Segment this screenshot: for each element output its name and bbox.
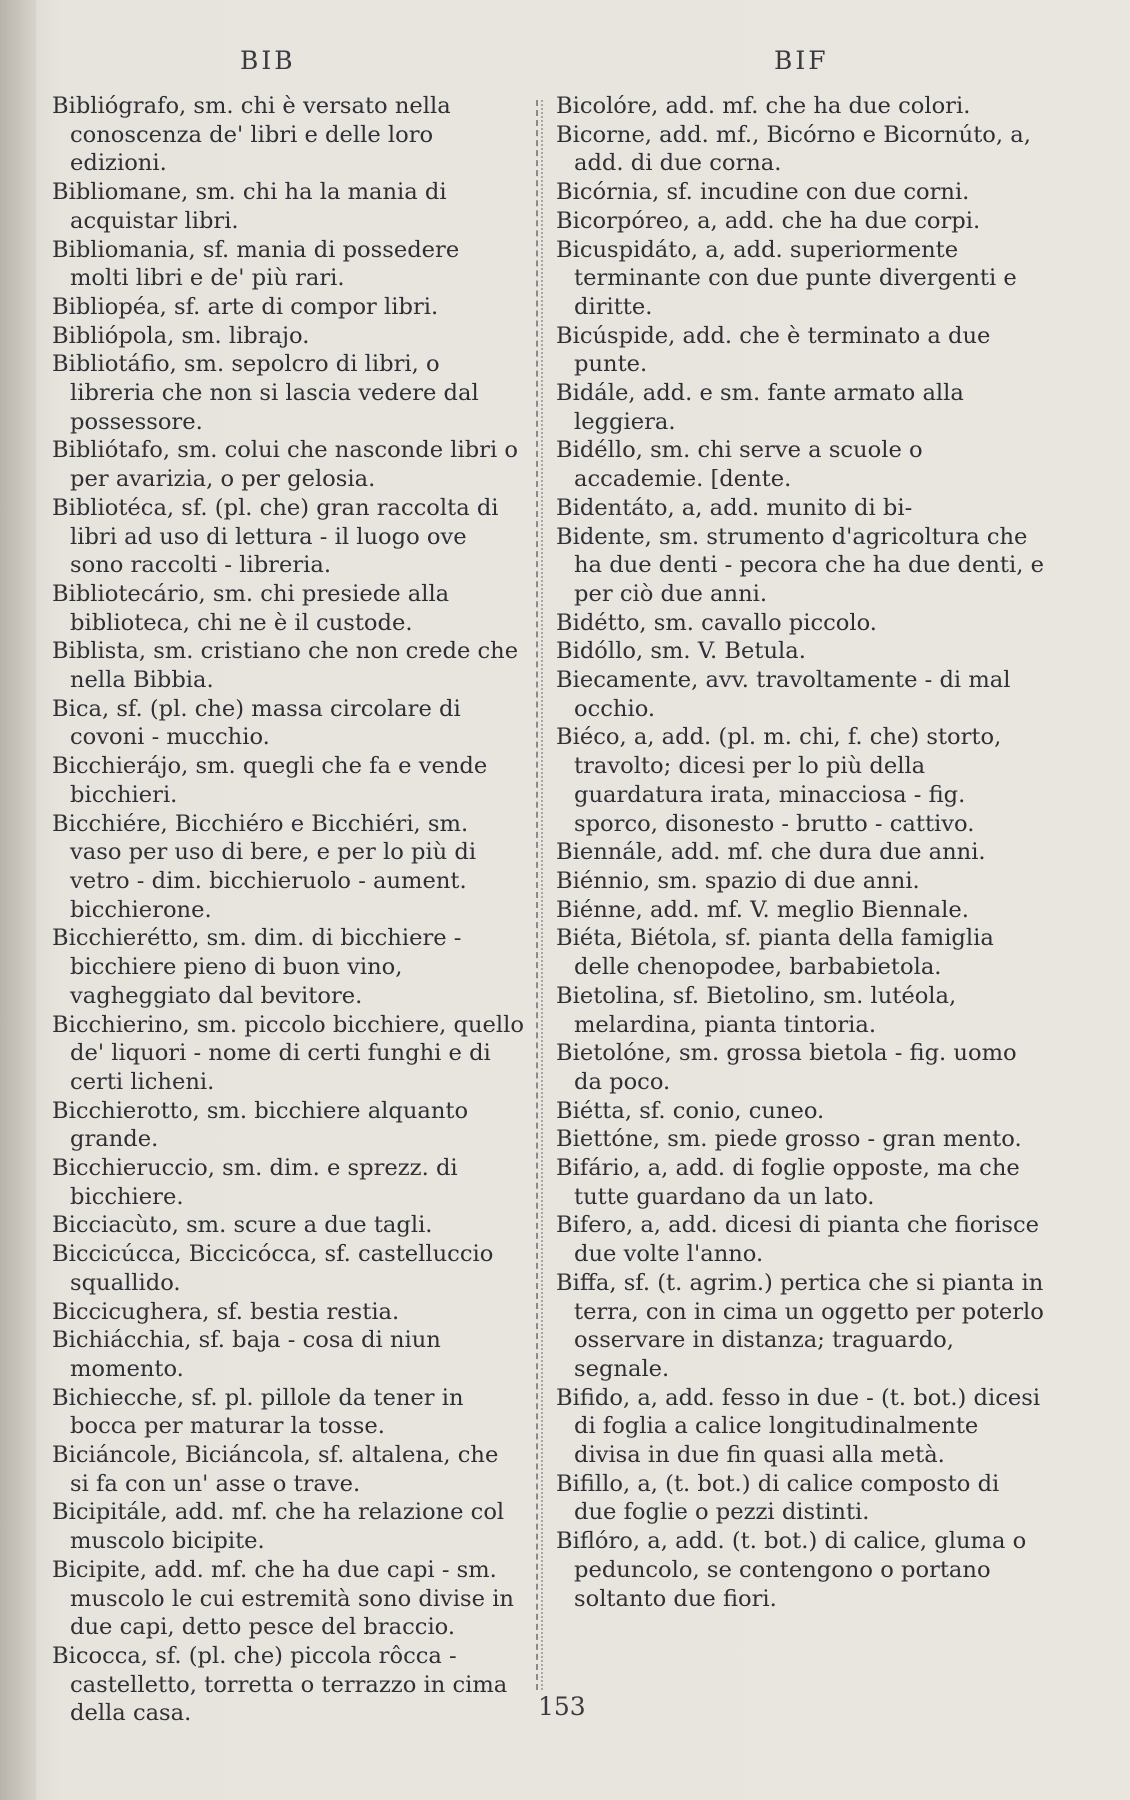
dictionary-entry: Bica, sf. (pl. che) massa circolare di covoni - mucchio. <box>52 695 461 751</box>
dictionary-entry: Bidétto, sm. cavallo piccolo. <box>556 609 877 636</box>
dictionary-entry: Bicúspide, add. che è terminato a due punte. <box>556 322 991 378</box>
dictionary-entry: Bicuspidáto, a, add. superiormente terminante con due punte divergenti e diritte. <box>556 236 1017 320</box>
dictionary-entry: Bifido, a, add. fesso in due - (t. bot.) dicesi di foglia a calice longitudinalmente divisa in due fin quasi alla metà. <box>556 1384 1041 1469</box>
dictionary-entry: Bicorpóreo, a, add. che ha due corpi. <box>556 207 981 234</box>
dictionary-entry: Bicipite, add. mf. che ha due capi - sm. muscolo le cui estremità sono divise in due capi, detto pesce del braccio. <box>52 1556 514 1641</box>
dictionary-entry: Bicórnia, sf. incudine con due corni. <box>556 179 970 206</box>
dictionary-entry: Biennále, add. mf. che dura due anni. <box>556 839 986 866</box>
dictionary-entry: Biéta, Biétola, sf. pianta della famiglia delle chenopodee, barbabietola. <box>556 925 994 981</box>
running-head-left: BIB <box>240 46 296 75</box>
dictionary-entry: Bichiácchia, sf. baja - cosa di niun momento. <box>52 1327 441 1382</box>
dictionary-entry: Bichiecche, sf. pl. pillole da tener in bocca per maturar la tosse. <box>52 1384 464 1440</box>
dictionary-entry: Biéco, a, add. (pl. m. chi, f. che) storto, travolto; dicesi per lo più della guardatura irata, minacciosa - fig. sporco, disonesto - brutto - cattivo. <box>556 724 1002 837</box>
dictionary-entry: Bibliomania, sf. mania di possedere molti libri e de' più rari. <box>52 236 460 292</box>
dictionary-entry: Biflóro, a, add. (t. bot.) di calice, gluma o peduncolo, se contengono o portano soltanto due fiori. <box>556 1528 1027 1612</box>
dictionary-entry: Bietolóne, sm. grossa bietola - fig. uomo da poco. <box>556 1040 1017 1095</box>
dictionary-entry: Biciáncole, Biciáncola, sf. altalena, che si fa con un' asse o trave. <box>52 1442 499 1497</box>
dictionary-entry: Bibliópola, sm. librajo. <box>52 322 310 349</box>
dictionary-entry: Bicchierotto, sm. bicchiere alquanto grande. <box>52 1097 469 1153</box>
dictionary-entry: Bidente, sm. strumento d'agricoltura che ha due denti - pecora che ha due denti, e per ciò due anni. <box>556 523 1044 607</box>
dictionary-entry: Bifero, a, add. dicesi di pianta che fiorisce due volte l'anno. <box>556 1212 1040 1268</box>
binding-shadow <box>0 0 36 1800</box>
dictionary-entry: Biénnio, sm. spazio di due anni. <box>556 867 920 894</box>
dictionary-entry: Bifário, a, add. di foglie opposte, ma che tutte guardano da un lato. <box>556 1155 1020 1210</box>
dictionary-entry: Bicchierino, sm. piccolo bicchiere, quello de' liquori - nome di certi funghi e di certi licheni. <box>52 1011 524 1095</box>
dictionary-entry: Bibliomane, sm. chi ha la mania di acquistar libri. <box>52 179 447 234</box>
running-head-right: BIF <box>774 46 829 75</box>
column-divider-secondary <box>541 100 543 1690</box>
dictionary-entry: Bibliótafo, sm. colui che nasconde libri o per avarizia, o per gelosia. <box>52 437 518 493</box>
dictionary-entry: Bicolóre, add. mf. che ha due colori. <box>556 93 971 119</box>
dictionary-entry: Bidóllo, sm. V. Betula. <box>556 638 806 665</box>
dictionary-entry: Biccicúcca, Biccicócca, sf. castelluccio squallido. <box>52 1241 494 1296</box>
column-divider <box>536 100 538 1690</box>
dictionary-entry: Bicipitále, add. mf. che ha relazione col muscolo bicipite. <box>52 1499 505 1555</box>
dictionary-entry: Biétta, sf. conio, cuneo. <box>556 1097 825 1124</box>
dictionary-entry: Bicchierétto, sm. dim. di bicchiere - bicchiere pieno di buon vino, vagheggiato dal bevitore. <box>52 925 462 1009</box>
dictionary-entry: Biccicughera, sf. bestia restia. <box>52 1298 400 1325</box>
left-column <box>52 92 524 1728</box>
dictionary-entry: Biffa, sf. (t. agrim.) pertica che si pianta in terra, con in cima un oggetto per poterlo osservare in distanza; traguardo, segnale. <box>556 1269 1044 1382</box>
dictionary-entry: Bicciacùto, sm. scure a due tagli. <box>52 1212 433 1239</box>
dictionary-entry: Biblista, sm. cristiano che non crede che nella Bibbia. <box>52 638 519 694</box>
dictionary-entry: Bibliotéca, sf. (pl. che) gran raccolta di libri ad uso di lettura - il luogo ove sono raccolti - libreria. <box>52 494 499 579</box>
dictionary-entry: Bibliopéa, sf. arte di compor libri. <box>52 293 439 320</box>
dictionary-entry: Bibliógrafo, sm. chi è versato nella conoscenza de' libri e delle loro edizioni. <box>52 93 451 177</box>
dictionary-entry: Bietolina, sf. Bietolino, sm. lutéola, melardina, pianta tintoria. <box>556 982 957 1038</box>
dictionary-entry: Bibliotáfio, sm. sepolcro di libri, o libreria che non si lascia vedere dal possessore. <box>52 351 479 435</box>
dictionary-entry: Bicorne, add. mf., Bicórno e Bicornúto, a, add. di due corna. <box>556 121 1031 177</box>
dictionary-entry: Biénne, add. mf. V. meglio Biennale. <box>556 896 969 923</box>
dictionary-entry: Bicchieruccio, sm. dim. e sprezz. di bicchiere. <box>52 1155 458 1210</box>
dictionary-entry: Bidéllo, sm. chi serve a scuole o accademie. [dente. <box>556 437 923 493</box>
dictionary-entry: Bicocca, sf. (pl. che) piccola rôcca - castelletto, torretta o terrazzo in cima della casa. <box>52 1642 508 1727</box>
page-number: 153 <box>538 1692 586 1721</box>
dictionary-entry: Biecamente, avv. travoltamente - di mal occhio. <box>556 667 1011 722</box>
dictionary-entry: Bicchiére, Bicchiéro e Bicchiéri, sm. vaso per uso di bere, e per lo più di vetro - dim. bicchieruolo - aument. bicchierone. <box>52 810 477 923</box>
dictionary-entry: Bibliotecário, sm. chi presiede alla biblioteca, chi ne è il custode. <box>52 580 450 636</box>
dictionary-entry: Bidentáto, a, add. munito di bi- <box>556 494 913 521</box>
right-column <box>556 92 1044 1613</box>
dictionary-entry: Bifillo, a, (t. bot.) di calice composto di due foglie o pezzi distinti. <box>556 1470 1000 1526</box>
dictionary-entry: Biettóne, sm. piede grosso - gran mento. <box>556 1126 1022 1153</box>
dictionary-entry: Bicchierájo, sm. quegli che fa e vende bicchieri. <box>52 753 488 808</box>
dictionary-entry: Bidále, add. e sm. fante armato alla leggiera. <box>556 380 964 435</box>
